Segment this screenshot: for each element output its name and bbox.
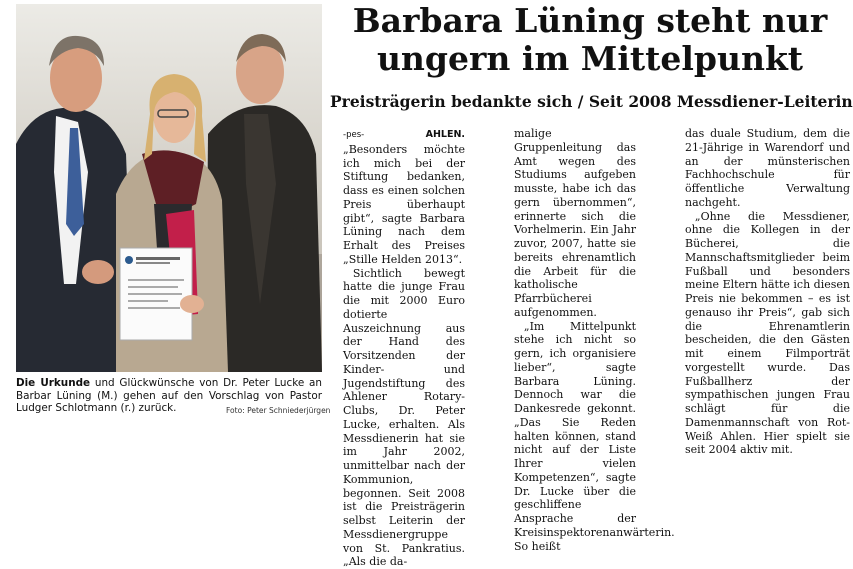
paragraph: malige Gruppenleitung das Amt wegen des Studiums aufgeben musste, habe ich das gern übernommen“, erinnerte sich die Vorhelmerin. Ein Jahr zuvor, 2007, hatte sie bereits ehrenamtlich die Arbeit für die katholische Pfarrbücherei aufgenommen.: [514, 127, 636, 320]
caption-text: und Glückwünsche von Dr. Peter Lucke an Barbar Lüning (M.) gehen auf den Vorschlag von Pastor Ludger Schlotmann (r.) zurück.: [16, 377, 322, 414]
headline: [330, 2, 850, 78]
caption-lead: Die Urkunde: [16, 377, 90, 389]
subheadline: Preisträgerin bedankte sich / Seit 2008 Messdiener-Leiterin: [330, 92, 850, 112]
paragraph: das duale Studium, dem die 21-Jährige in Warendorf und an der münsterischen Fachhochschule für öffentliche Verwaltung nachgeht.: [685, 127, 850, 210]
paragraph: [343, 127, 465, 267]
paragraph: „Im Mittelpunkt stehe ich nicht so gern, ich organisiere lieber“, sagte Barbara Lüning. Dennoch war die Dankesrede gekonnt. „Das Sie Reden halten können, stand nicht auf der Liste Ihrer vielen Kompetenzen“, sagte Dr. Lucke über die geschliffene Ansprache der Kreisinspektorenanwärterin. So heißt: [514, 320, 636, 554]
paragraph: „Ohne die Messdiener, ohne die Kollegen in der Bücherei, die Mannschaftsmitglieder beim Fußball und besonders meine Eltern hätte ich diesen Preis nie bekommen – es ist genauso ihr Preis“, gab sich die Ehrenamtlerin bescheiden, die den Gästen mit einem Filmporträt vorgestellt wurde. Das Fußballherz der sympathischen jungen Frau schlägt für die Damenmannschaft von Rot-Weiß Ahlen. Hier spielt sie seit 2004 aktiv mit.: [685, 210, 850, 458]
dateline-city: AHLEN.: [426, 129, 465, 140]
article-column-3: [685, 127, 850, 457]
article-photo: [16, 4, 322, 372]
article-column-2: [514, 127, 636, 553]
byline: -pes-: [343, 130, 364, 140]
paragraph-text: „Besonders möchte ich mich bei der Stiftung bedanken, dass es einen solchen Preis überhaupt gibt“, sagte Barbara Lüning nach dem Erhalt des Preises „Stille Helden 2013“.: [343, 143, 465, 266]
paragraph: Sichtlich bewegt hatte die junge Frau die mit 2000 Euro dotierte Auszeichnung aus der Hand des Vorsitzenden der Kinder- und Jugendstiftung des Ahlener Rotary-Clubs, Dr. Peter Lucke, erhalten. Als Messdienerin hat sie im Jahr 2002, unmittelbar nach der Kommunion, begonnen. Seit 2008 ist die Preisträgerin selbst Leiterin der Messdienergruppe von St. Pankratius. „Als die da-: [343, 267, 465, 569]
photo-credit: Foto: Peter Schniederjürgen: [226, 406, 322, 416]
article-column-1: [343, 127, 465, 569]
headline-line-1: Barbara Lüning steht nur: [330, 2, 850, 40]
headline-line-2: ungern im Mittelpunkt: [330, 40, 850, 78]
photo-illustration: [16, 4, 322, 372]
